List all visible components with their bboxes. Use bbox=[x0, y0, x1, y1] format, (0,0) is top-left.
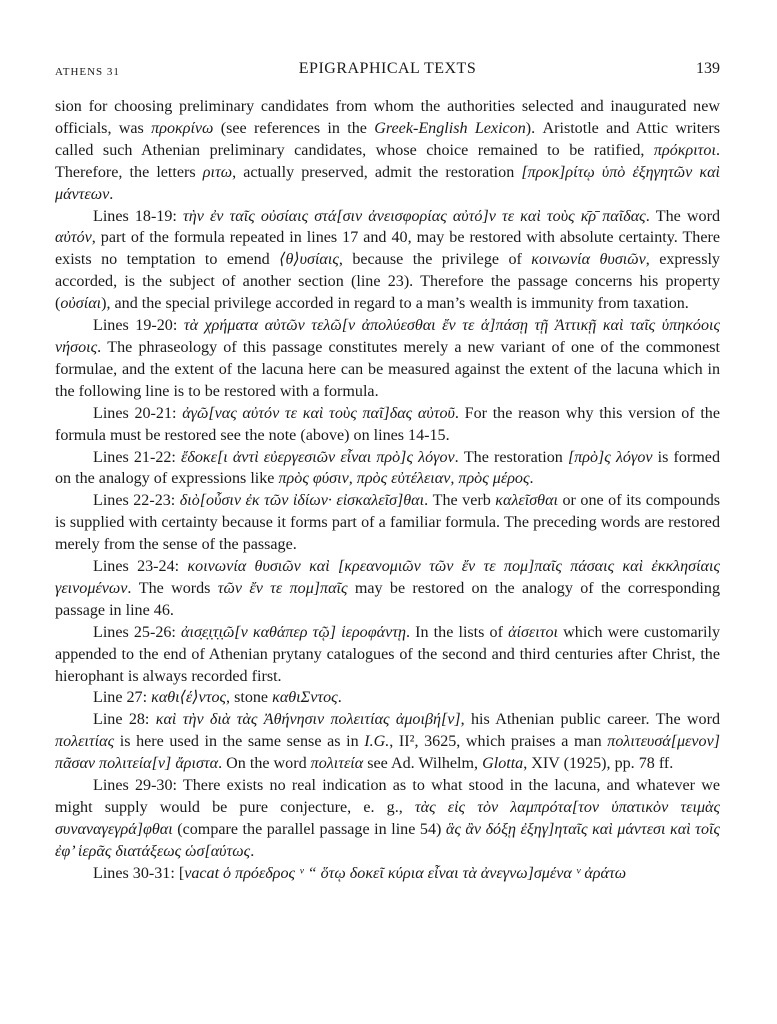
text-run: . The phraseology of this passage constitutes merely a new variant of one of the commonest formulae, and the extent of the lacuna here can be measured against the extent of the lacuna which in the following line is to be restored with a formula. bbox=[55, 338, 720, 400]
text-run: Lines 30-31: bbox=[93, 864, 179, 882]
text-run: ), and the special privilege accorded in regard to a man’s wealth is immunity from taxation. bbox=[101, 295, 689, 313]
text-run: , XIV (1925), pp. 78 ff. bbox=[523, 755, 674, 773]
italic-text: Greek-English Lexicon bbox=[374, 119, 526, 137]
greek-text: τὰ χρήματα αὐτῶν τελῶ[ν ἀπολύεσθαι ἔν τε ἁ]πάσῃ τῇ Ἀττικῇ καὶ ταῖς ὑπηκόοις νήσοις bbox=[55, 317, 720, 356]
text-run: , part of the formula repeated in lines 17 and 40, may be restored with absolute certainty. There exists no temptation to emend bbox=[55, 229, 720, 269]
paragraph bbox=[55, 709, 720, 775]
text-run: see Ad. Wilhelm, bbox=[363, 755, 483, 773]
text-run: Lines 22-23: bbox=[93, 492, 180, 510]
greek-text: [πρὸ]ς λόγον bbox=[567, 448, 653, 466]
text-run: . For the reason why this version of the formula must be restored see the note (above) on lines 14-15. bbox=[55, 404, 720, 444]
greek-text: κοινωνία θυσιῶν καὶ [κρεανομιῶν τῶν ἔν τε πομ]παῖς πάσαις καὶ ἐκκλησίαις γεινομένων bbox=[55, 558, 720, 597]
greek-text: καὶ τὴν διὰ τὰς Ἀθήνησιν πολειτίας ἀμοιβή[ν] bbox=[155, 711, 461, 729]
text-run: Lines 19-20: bbox=[93, 317, 184, 335]
paragraph bbox=[55, 687, 720, 709]
text-run: . In the lists of bbox=[405, 623, 509, 641]
paragraph bbox=[55, 490, 720, 556]
greek-text: ἀγῶ[νας αὐτόν τε καὶ τοὺς παῖ]δας αὐτοῦ bbox=[182, 404, 455, 422]
text-run: , stone bbox=[226, 689, 273, 707]
paragraph bbox=[55, 775, 720, 863]
paragraph bbox=[55, 863, 720, 885]
text-run: . bbox=[529, 470, 534, 488]
text-run: Lines 29-30: There exists no real indication as to what stood in the lacuna, and whatever we might supply would be pure conjecture, e. g., bbox=[55, 777, 720, 816]
text-run: may be restored on the analogy of the corresponding passage in line 46. bbox=[55, 579, 720, 619]
greek-text: ἃς ἂν δόξῃ ἐξηγ]ηταῖς καὶ μάντεσι καὶ τοῖς ἐφ’ ἱερᾶς διατάξεως ὡσ[αύτως bbox=[55, 820, 720, 860]
paragraph bbox=[55, 403, 720, 447]
text-run: Lines 20-21: bbox=[93, 404, 183, 422]
greek-text: οὐσίαι bbox=[60, 295, 102, 313]
text-run: Lines 25-26: bbox=[93, 623, 182, 641]
greek-text: ἔδοκε[ι ἀντὶ εὐεργεσιῶν εἶναι πρὸ]ς λόγον bbox=[181, 448, 455, 466]
greek-text: καθιΣντος bbox=[272, 689, 338, 707]
greek-text: πρὸς φύσιν, πρὸς εὐτέλειαν, πρὸς μέρος bbox=[278, 470, 530, 488]
text-run: , expressly accorded, is the subject of another section (line 23). Therefore the passage concerns his property ( bbox=[55, 251, 720, 313]
text-run: . Therefore, the letters bbox=[55, 141, 720, 181]
text-run: is formed on the analogy of expressions like bbox=[55, 448, 720, 488]
paragraph bbox=[55, 447, 720, 491]
greek-text: πρόκριτοι bbox=[653, 141, 716, 159]
text-run: sion for choosing preliminary candidates from whom the authorities selected and inaugurated new officials, was bbox=[55, 98, 720, 137]
paragraph bbox=[55, 206, 720, 316]
text-run: Lines 21-22: bbox=[93, 448, 182, 466]
paragraph bbox=[55, 622, 720, 688]
text-run: ). Aristotle and Attic writers called such Athenian preliminary candidates, whose choice remained to be ratified, bbox=[55, 119, 721, 159]
running-header bbox=[55, 60, 720, 82]
page-number: 139 bbox=[696, 60, 720, 77]
text-run: . bbox=[109, 185, 114, 203]
greek-text: διὸ[οὖσιν ἐκ τῶν ἰδίων· εἰσκαλεῖσ]θαι bbox=[179, 492, 425, 510]
paragraph bbox=[55, 96, 720, 206]
text-run: . The verb bbox=[424, 492, 496, 510]
body-text bbox=[55, 96, 720, 885]
greek-text: κοινωνία θυσιῶν bbox=[531, 251, 646, 269]
paragraph bbox=[55, 315, 720, 403]
text-run: , his Athenian public career. The word bbox=[460, 711, 720, 729]
text-run: or one of its compounds is supplied with certainty because it forms part of a familiar formula. The preceding words are restored merely from the sense of the passage. bbox=[55, 492, 721, 554]
text-run: , actually preserved, admit the restoration bbox=[232, 163, 522, 181]
greek-text: ἀίσειτοι bbox=[508, 623, 559, 641]
text-run: Line 28: bbox=[93, 711, 156, 729]
text-run: Lines 23-24: bbox=[93, 558, 188, 576]
greek-text: ριτω bbox=[202, 163, 233, 181]
text-run: (compare the parallel passage in line 54) bbox=[172, 820, 446, 838]
greek-text: πολιτευσά[μενον] πᾶσαν πολιτεία[ν] ἄριστα bbox=[55, 733, 720, 773]
text-run: . The words bbox=[127, 579, 218, 597]
text-run: which were customarily appended to the end of Athenian prytany catalogues of the second and third centuries after Christ, the hierophant is always recorded first. bbox=[55, 623, 721, 685]
text-run: . bbox=[250, 842, 255, 860]
greek-text: [προκ]ρίτῳ ὑπὸ ἐξηγητῶν καὶ μάντεων bbox=[55, 163, 720, 203]
greek-text: ἀισ̣ε̣ι̣τ̣ι̣ῶ[ν καθάπερ τῷ] ἱεροφάντῃ bbox=[181, 623, 406, 641]
text-run: , because the privilege of bbox=[338, 251, 532, 269]
greek-text: τὰς εἰς τὸν λαμπρότα[τον ὑπατικὸν τειμὰς συναναγεγρά]φθαι bbox=[55, 799, 721, 838]
paragraph bbox=[55, 556, 720, 622]
page bbox=[55, 60, 720, 885]
italic-text: I.G. bbox=[364, 733, 390, 751]
greek-text: τὴν ἐν ταῖς οὐσίαις στά[σιν ἀνεισφορίας αὐτό]ν τε καὶ τοὺς κ̄ρ̄ παῖδας bbox=[182, 207, 646, 225]
text-run: , II², 3625, which praises a man bbox=[389, 733, 608, 751]
text-run: [ bbox=[178, 864, 185, 882]
greek-text: τῶν ἔν τε πομ]παῖς bbox=[217, 579, 348, 597]
greek-text: πολιτεία bbox=[310, 755, 364, 773]
text-run: Lines 18-19: bbox=[93, 207, 183, 225]
greek-text: vacat ὁ πρόεδρος ᵛ “ ὅτῳ δοκεῖ κύρια εἶναι τὰ ἀνεγνω]σμένα ᵛ ἀράτω bbox=[184, 864, 627, 882]
greek-text: ⟨θ⟩υσίαις bbox=[279, 251, 339, 269]
text-run: . On the word bbox=[218, 755, 311, 773]
header-section-label: ATHENS 31 bbox=[55, 66, 120, 78]
italic-text: Glotta bbox=[482, 755, 524, 773]
greek-text: προκρίνω bbox=[151, 119, 214, 137]
greek-text: καθι⟨έ⟩ντος bbox=[151, 689, 227, 707]
header-title: EPIGRAPHICAL TEXTS bbox=[298, 60, 477, 77]
greek-text: αὐτόν bbox=[55, 229, 92, 247]
text-run: . bbox=[337, 689, 342, 707]
text-run: (see references in the bbox=[213, 119, 375, 137]
text-run: . The word bbox=[645, 207, 720, 225]
text-run: Line 27: bbox=[93, 689, 152, 707]
text-run: is here used in the same sense as in bbox=[114, 733, 365, 751]
greek-text: πολειτίας bbox=[55, 733, 115, 751]
text-run: . The restoration bbox=[454, 448, 568, 466]
greek-text: καλεῖσθαι bbox=[495, 492, 558, 510]
